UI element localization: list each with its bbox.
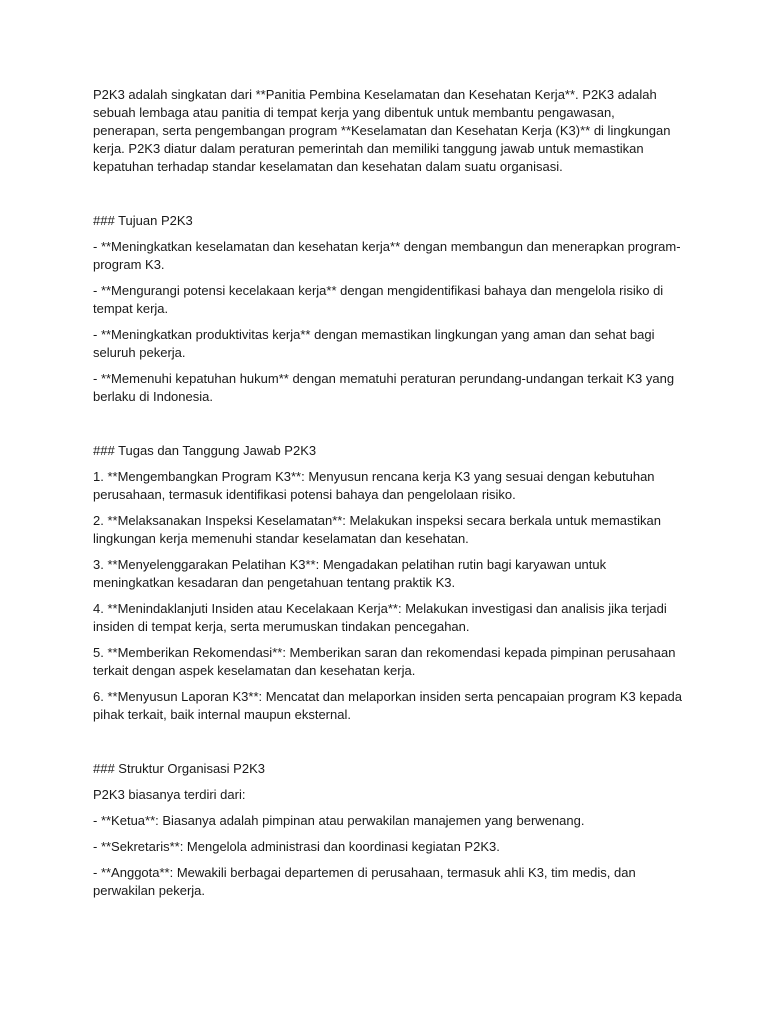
heading-tujuan: ### Tujuan P2K3: [93, 213, 193, 228]
heading-tugas: ### Tugas dan Tanggung Jawab P2K3: [93, 443, 317, 458]
intro-paragraph: P2K3 adalah singkatan dari **Panitia Pembina Keselamatan dan Kesehatan Kerja**. P2K3 adalah sebuah lembaga atau panitia di tempat kerja yang dibentuk untuk membantu pengawasan, penerapan, serta pengembangan program **Keselamatan dan Kesehatan Kerja (K3)** di lingkungan kerja. P2K3 diatur dalam peraturan pemerintah dan memiliki tanggung jawab untuk memastikan kepatuhan terhadap standar keselamatan dan kesehatan dalam suatu organisasi.: [93, 87, 671, 174]
list-item: 3. **Menyelenggarakan Pelatihan K3**: Mengadakan pelatihan rutin bagi karyawan untuk meningkatkan kesadaran dan pengetahuan tentang praktik K3.: [93, 557, 607, 590]
document-page: [93, 86, 683, 908]
list-item: 1. **Mengembangkan Program K3**: Menyusun rencana kerja K3 yang sesuai dengan kebutuhan perusahaan, termasuk identifikasi potensi bahaya dan pengelolaan risiko.: [93, 469, 655, 502]
list-item: - **Mengurangi potensi kecelakaan kerja** dengan mengidentifikasi bahaya dan mengelola risiko di tempat kerja.: [93, 283, 664, 316]
list-item: 2. **Melaksanakan Inspeksi Keselamatan**: Melakukan inspeksi secara berkala untuk memastikan lingkungan kerja memenuhi standar keselamatan dan kesehatan.: [93, 513, 661, 546]
list-item: - **Anggota**: Mewakili berbagai departemen di perusahaan, termasuk ahli K3, tim medis, dan perwakilan pekerja.: [93, 865, 636, 898]
list-item: - **Meningkatkan keselamatan dan kesehatan kerja** dengan membangun dan menerapkan program-program K3.: [93, 239, 681, 272]
list-item: 6. **Menyusun Laporan K3**: Mencatat dan melaporkan insiden serta pencapaian program K3 kepada pihak terkait, baik internal maupun eksternal.: [93, 689, 682, 722]
list-item: - **Memenuhi kepatuhan hukum** dengan mematuhi peraturan perundang-undangan terkait K3 yang berlaku di Indonesia.: [93, 371, 675, 404]
struktur-lead: P2K3 biasanya terdiri dari:: [93, 787, 246, 802]
list-item: - **Ketua**: Biasanya adalah pimpinan atau perwakilan manajemen yang berwenang.: [93, 813, 585, 828]
list-item: 4. **Menindaklanjuti Insiden atau Kecelakaan Kerja**: Melakukan investigasi dan analisis jika terjadi insiden di tempat kerja, serta merumuskan tindakan pencegahan.: [93, 601, 667, 634]
list-item: - **Meningkatkan produktivitas kerja** dengan memastikan lingkungan yang aman dan sehat bagi seluruh pekerja.: [93, 327, 655, 360]
list-item: - **Sekretaris**: Mengelola administrasi dan koordinasi kegiatan P2K3.: [93, 839, 500, 854]
heading-struktur: ### Struktur Organisasi P2K3: [93, 761, 265, 776]
list-item: 5. **Memberikan Rekomendasi**: Memberikan saran dan rekomendasi kepada pimpinan perusahaan terkait dengan aspek keselamatan dan kesehatan kerja.: [93, 645, 676, 678]
